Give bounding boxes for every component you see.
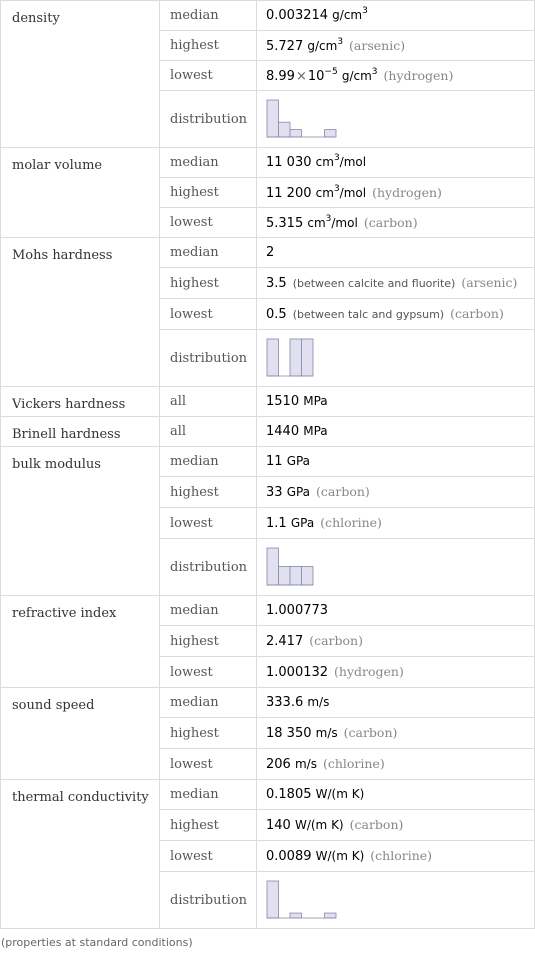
mohs-median-value: 2 <box>257 238 535 268</box>
histogram-bar <box>290 339 302 376</box>
footer-note: (properties at standard conditions) <box>1 936 193 949</box>
bulk-modulus-label: bulk modulus <box>1 447 160 596</box>
thermal-conductivity-median-row <box>1 780 535 810</box>
sound-speed-highest-label: highest <box>160 718 257 749</box>
thermal-conductivity-median-value: 0.1805 W/(m K) <box>257 780 535 810</box>
molar-volume-median-value: 11 030 $cm^3$/mol <box>257 148 535 178</box>
vickers-all-label: all <box>160 387 257 417</box>
histogram-bar <box>279 567 291 586</box>
bulk-modulus-median-row <box>1 447 535 477</box>
refractive-index-highest-label: highest <box>160 626 257 657</box>
bulk-modulus-median-value: 11 GPa <box>257 447 535 477</box>
mohs-histogram <box>266 338 356 378</box>
density-median-value: 0.003214 $g/cm^3$ <box>257 1 535 31</box>
thermal-conductivity-highest-value: 140 W/(m K) (carbon) <box>257 810 535 841</box>
density-median-label: median <box>160 1 257 31</box>
thermal-conductivity-lowest-value: 0.0089 W/(m K) (chlorine) <box>257 841 535 872</box>
thermal-conductivity-lowest-label: lowest <box>160 841 257 872</box>
histogram-bar <box>325 130 337 137</box>
bulk-modulus-distribution-label: distribution <box>160 539 257 596</box>
molar-volume-lowest-value: 5.315 $cm^3$/mol (carbon) <box>257 208 535 238</box>
sound-speed-lowest-label: lowest <box>160 749 257 780</box>
brinell-label: Brinell hardness <box>1 417 160 447</box>
histogram-bar <box>267 548 279 585</box>
density-lowest-value: $8.99\times 10^{-5}$ $g/cm^3$ (hydrogen) <box>257 61 535 91</box>
density-distribution-label: distribution <box>160 91 257 148</box>
bulk-modulus-median-label: median <box>160 447 257 477</box>
vickers-value: 1510 MPa <box>257 387 535 417</box>
density-lowest-label: lowest <box>160 61 257 91</box>
sound-speed-highest-value: 18 350 m/s (carbon) <box>257 718 535 749</box>
mohs-highest-label: highest <box>160 268 257 299</box>
refractive-index-lowest-label: lowest <box>160 657 257 688</box>
histogram-bar <box>290 567 302 586</box>
thermal-conductivity-highest-label: highest <box>160 810 257 841</box>
refractive-index-label: refractive index <box>1 596 160 688</box>
histogram-bar <box>267 881 279 918</box>
thermal-conductivity-median-label: median <box>160 780 257 810</box>
histogram-bar <box>279 122 291 137</box>
histogram-bar <box>302 567 314 586</box>
refractive-index-lowest-value: 1.000132 (hydrogen) <box>257 657 535 688</box>
thermal-conductivity-histogram <box>266 880 356 920</box>
bulk-modulus-histogram <box>266 547 356 587</box>
molar-volume-lowest-label: lowest <box>160 208 257 238</box>
sound-speed-median-row <box>1 688 535 718</box>
refractive-index-highest-value: 2.417 (carbon) <box>257 626 535 657</box>
histogram-bar <box>267 339 279 376</box>
density-highest-value: 5.727 $g/cm^3$ (arsenic) <box>257 31 535 61</box>
vickers-row <box>1 387 535 417</box>
mohs-median-label: median <box>160 238 257 268</box>
bulk-modulus-distribution-cell <box>257 539 535 596</box>
mohs-highest-value: 3.5 (between calcite and fluorite) (arsenic) <box>257 268 535 299</box>
vickers-label: Vickers hardness <box>1 387 160 417</box>
thermal-conductivity-label: thermal conductivity <box>1 780 160 929</box>
mohs-distribution-label: distribution <box>160 330 257 387</box>
thermal-conductivity-distribution-cell <box>257 872 535 929</box>
molar-volume-highest-label: highest <box>160 178 257 208</box>
bulk-modulus-lowest-label: lowest <box>160 508 257 539</box>
molar-volume-label: molar volume <box>1 148 160 238</box>
molar-volume-median-row <box>1 148 535 178</box>
bulk-modulus-highest-value: 33 GPa (carbon) <box>257 477 535 508</box>
molar-volume-highest-value: 11 200 $cm^3$/mol (hydrogen) <box>257 178 535 208</box>
mohs-label: Mohs hardness <box>1 238 160 387</box>
brinell-value: 1440 MPa <box>257 417 535 447</box>
mohs-lowest-label: lowest <box>160 299 257 330</box>
mohs-median-row <box>1 238 535 268</box>
density-highest-label: highest <box>160 31 257 61</box>
histogram-bar <box>325 913 337 918</box>
histogram-bar <box>267 100 279 137</box>
brinell-row <box>1 417 535 447</box>
density-histogram <box>266 99 356 139</box>
refractive-index-median-label: median <box>160 596 257 626</box>
sound-speed-median-label: median <box>160 688 257 718</box>
histogram-bar <box>290 913 302 918</box>
density-median-row <box>1 1 535 31</box>
histogram-bar <box>290 130 302 137</box>
sound-speed-median-value: 333.6 m/s <box>257 688 535 718</box>
bulk-modulus-lowest-value: 1.1 GPa (chlorine) <box>257 508 535 539</box>
mohs-lowest-value: 0.5 (between talc and gypsum) (carbon) <box>257 299 535 330</box>
brinell-all-label: all <box>160 417 257 447</box>
bulk-modulus-highest-label: highest <box>160 477 257 508</box>
density-label: density <box>1 1 160 148</box>
molar-volume-median-label: median <box>160 148 257 178</box>
refractive-index-median-value: 1.000773 <box>257 596 535 626</box>
refractive-index-median-row <box>1 596 535 626</box>
thermal-conductivity-distribution-label: distribution <box>160 872 257 929</box>
density-distribution-cell <box>257 91 535 148</box>
sound-speed-lowest-value: 206 m/s (chlorine) <box>257 749 535 780</box>
sound-speed-label: sound speed <box>1 688 160 780</box>
histogram-bar <box>302 339 314 376</box>
mohs-distribution-cell <box>257 330 535 387</box>
